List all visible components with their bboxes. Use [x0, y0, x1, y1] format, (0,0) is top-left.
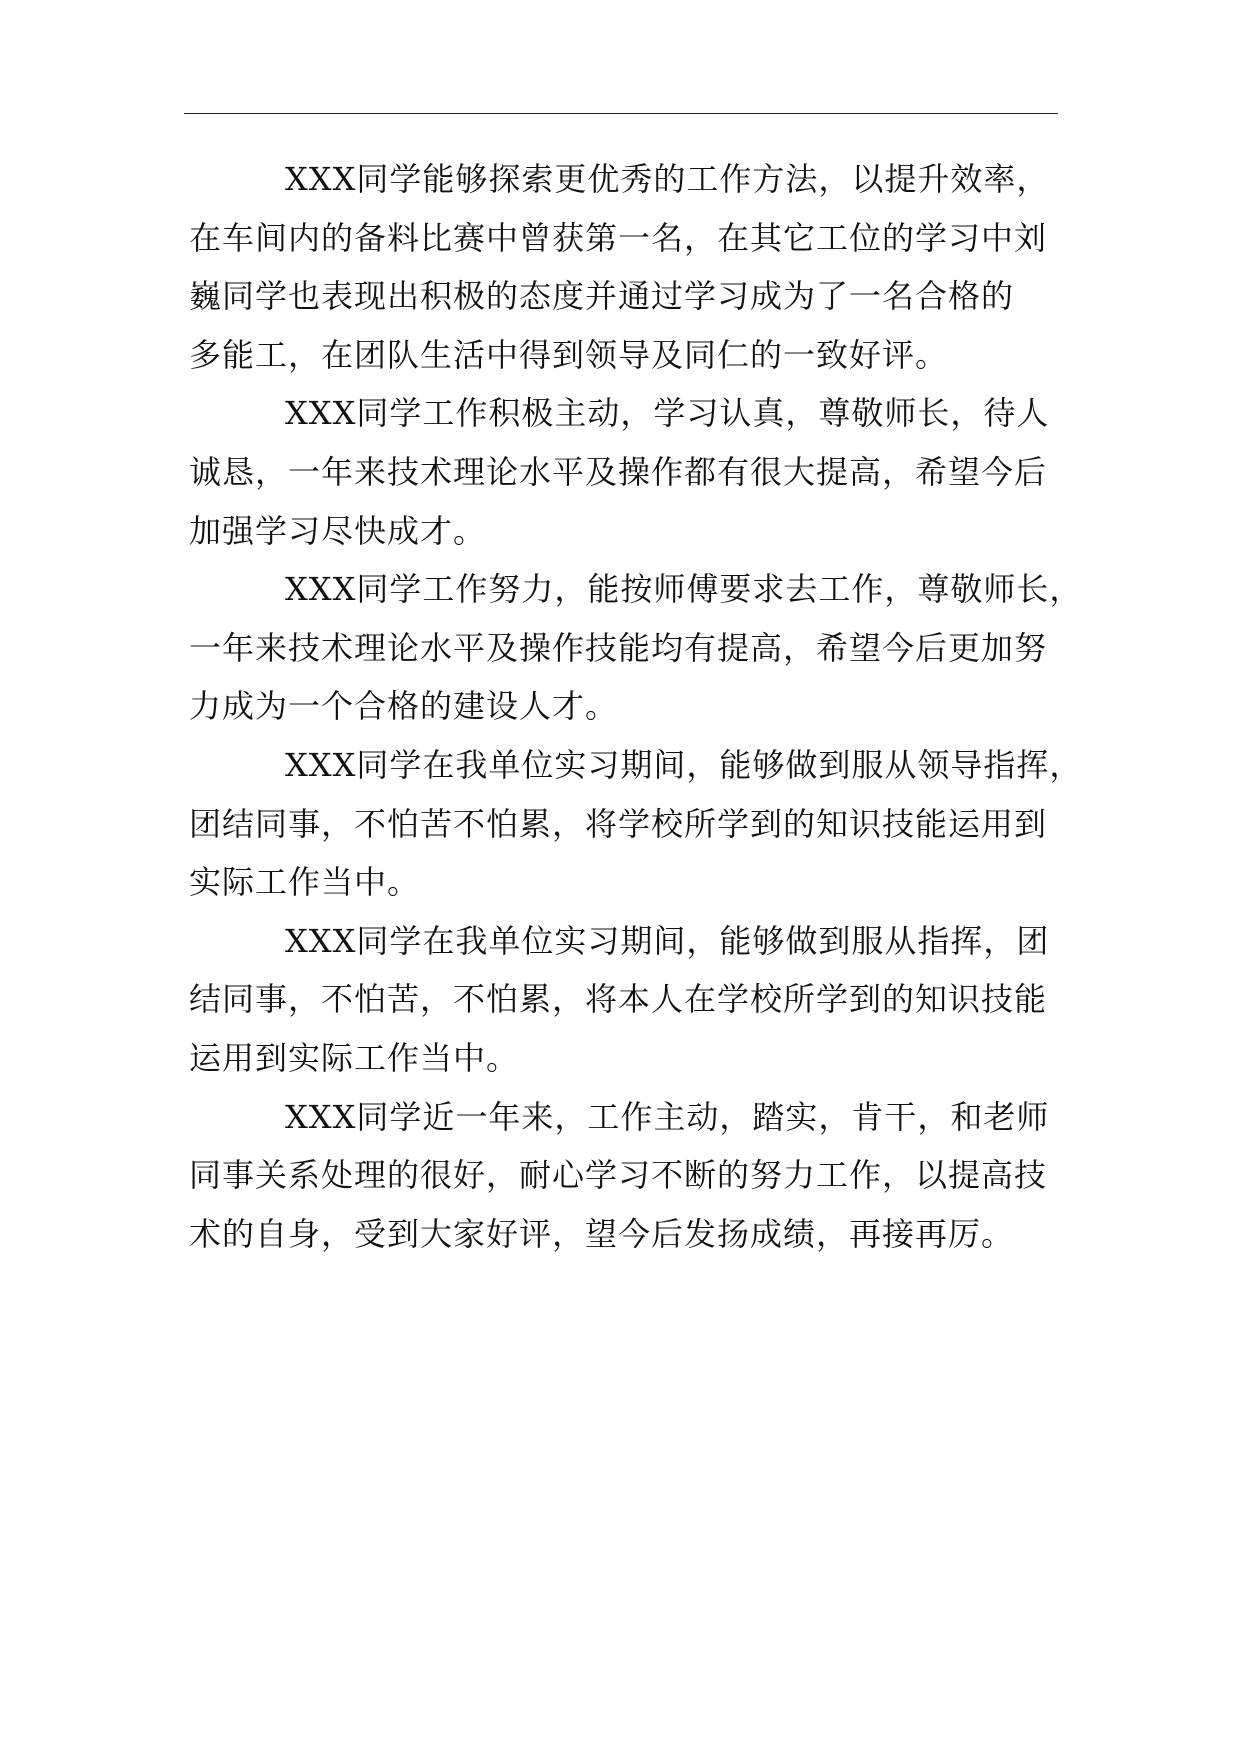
paragraph-line: 多能工，在团队生活中得到领导及同仁的一致好评。 — [189, 335, 949, 374]
paragraph-line: 同事关系处理的很好，耐心学习不断的努力工作，以提高技 — [189, 1156, 1048, 1195]
paragraph-line: 结同事，不怕苦，不怕累，将本人在学校所学到的知识技能 — [189, 980, 1048, 1019]
paragraph-line: 团结同事，不怕苦不怕累，将学校所学到的知识技能运用到 — [189, 804, 1048, 843]
paragraph-line: 在车间内的备料比赛中曾获第一名，在其它工位的学习中刘 — [189, 218, 1048, 257]
paragraph-6 — [189, 1088, 1055, 1264]
paragraph-line: 一年来技术理论水平及操作技能均有提高，希望今后更加努 — [189, 628, 1048, 667]
paragraph-line: XXX同学工作努力，能按师傅要求去工作，尊敬师长， — [285, 570, 1083, 609]
paragraph-line: XXX同学工作积极主动，学习认真，尊敬师长，待人 — [285, 394, 1050, 433]
paragraph-line: XXX同学能够探索更优秀的工作方法，以提升效率， — [285, 160, 1050, 198]
paragraph-line: XXX同学在我单位实习期间，能够做到服从指挥，团 — [285, 921, 1050, 960]
paragraph-2 — [189, 384, 1055, 560]
paragraph-3 — [189, 560, 1083, 736]
header-rule — [184, 113, 1058, 114]
paragraph-line: XXX同学在我单位实习期间，能够做到服从领导指挥， — [285, 745, 1083, 784]
paragraph-line: 加强学习尽快成才。 — [189, 511, 487, 550]
paragraph-line: 运用到实际工作当中。 — [189, 1038, 520, 1077]
paragraph-line: 术的自身，受到大家好评，望今后发扬成绩，再接再厉。 — [189, 1214, 1015, 1253]
paragraph-5 — [189, 912, 1055, 1088]
document-body — [189, 150, 1083, 1263]
paragraph-4 — [189, 736, 1083, 912]
paragraph-1 — [189, 150, 1055, 384]
paragraph-line: 力成为一个合格的建设人才。 — [189, 687, 619, 726]
paragraph-line: 实际工作当中。 — [189, 863, 421, 902]
paragraph-line: 巍同学也表现出积极的态度并通过学习成为了一名合格的 — [189, 277, 1015, 316]
paragraph-line: XXX同学近一年来，工作主动，踏实，肯干，和老师 — [285, 1097, 1050, 1136]
paragraph-line: 诚恳，一年来技术理论水平及操作都有很大提高，希望今后 — [189, 452, 1048, 491]
